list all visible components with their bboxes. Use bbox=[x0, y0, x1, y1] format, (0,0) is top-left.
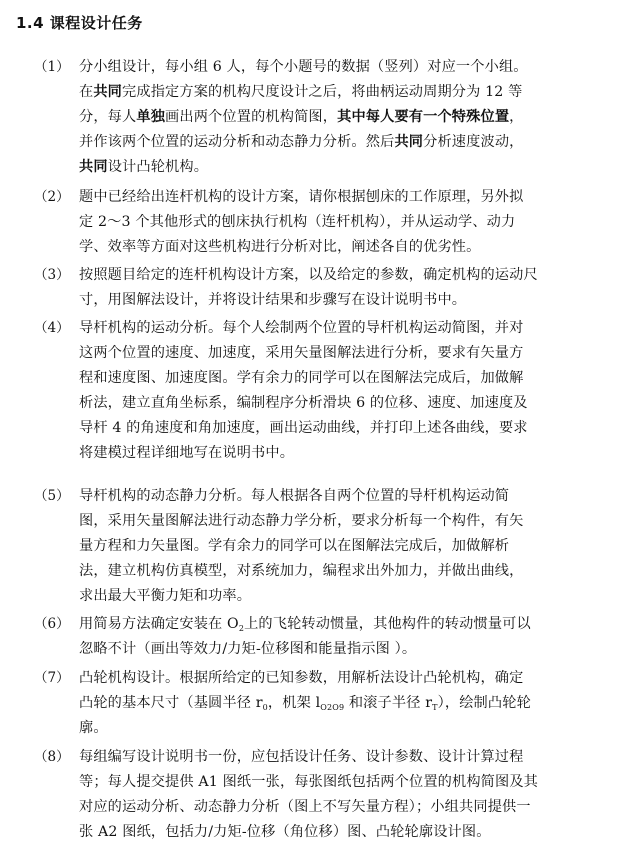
text-run: 并作该两个位置的运动分析和动态静力分析。然后 bbox=[79, 134, 395, 150]
task-item-number: （3） bbox=[34, 267, 70, 283]
text-line bbox=[79, 316, 629, 341]
text-run: 用简易方法确定安装在 O bbox=[79, 616, 239, 632]
subscript: T bbox=[432, 703, 438, 712]
text-line bbox=[79, 637, 629, 662]
text-line bbox=[79, 80, 629, 105]
text-run: 完成指定方案的机构尺度设计之后，将曲柄运动周期分为 12 等 bbox=[122, 84, 523, 100]
text-line bbox=[79, 716, 629, 741]
task-item-body bbox=[79, 745, 629, 845]
text-run: 这两个位置的速度、加速度，采用矢量图解法进行分析，要求有矢量方 bbox=[79, 345, 524, 361]
text-run: 分小组设计，每小组 6 人，每个小题号的数据（竖列）对应一个小组。 bbox=[79, 59, 528, 75]
text-line bbox=[79, 130, 629, 155]
task-item-number: （5） bbox=[34, 488, 70, 504]
text-run: 在 bbox=[79, 84, 94, 100]
text-run: 图，采用矢量图解法进行动态静力学分析，要求分析每一个构件，有矢 bbox=[79, 513, 524, 529]
text-run: 程和速度图、加速度图。学有余力的同学可以在图解法完成后，加做解 bbox=[79, 370, 524, 386]
text-run: 将建模过程详细地写在说明书中。 bbox=[79, 445, 295, 461]
task-item-body bbox=[79, 666, 629, 741]
text-line bbox=[79, 584, 629, 609]
text-run: 导杆机构的动态静力分析。每人根据各自两个位置的导杆机构运动简 bbox=[79, 488, 510, 504]
text-line bbox=[79, 559, 629, 584]
text-line bbox=[79, 263, 629, 288]
text-run: 张 A2 图纸，包括力/力矩-位移（角位移）图、凸轮轮廓设计图。 bbox=[79, 824, 491, 840]
task-item-number: （1） bbox=[34, 59, 70, 75]
text-run: 题中已经给出连杆机构的设计方案，请你根据刨床的工作原理，另外拟 bbox=[79, 189, 524, 205]
text-run: 导杆机构的运动分析。每个人绘制两个位置的导杆机构运动简图，并对 bbox=[79, 320, 524, 336]
text-run: 画出两个位置的机构简图， bbox=[165, 109, 338, 125]
text-run: 量方程和力矢量图。学有余力的同学可以在图解法完成后，加做解析 bbox=[79, 538, 510, 554]
section-title: 1.4 课程设计任务 bbox=[16, 14, 143, 32]
text-line bbox=[79, 391, 629, 416]
text-line bbox=[79, 691, 629, 716]
text-run: ， bbox=[509, 109, 524, 125]
text-run: 析法，建立直角坐标系，编制程序分析滑块 6 的位移、速度、加速度及 bbox=[79, 395, 528, 411]
task-item-body bbox=[79, 484, 629, 609]
text-line bbox=[79, 416, 629, 441]
text-line bbox=[79, 341, 629, 366]
text-line bbox=[79, 55, 629, 80]
task-item-body bbox=[79, 316, 629, 466]
text-line bbox=[79, 770, 629, 795]
text-run: ，机架 l bbox=[267, 695, 321, 711]
task-item-number: （4） bbox=[34, 320, 70, 336]
text-line bbox=[79, 288, 629, 313]
task-item-body bbox=[79, 612, 629, 662]
text-line bbox=[79, 484, 629, 509]
emphasis-text: 单独 bbox=[136, 109, 166, 125]
text-run: 寸，用图解法设计，并将设计结果和步骤写在设计说明书中。 bbox=[79, 292, 467, 308]
emphasis-text: 共同 bbox=[79, 159, 108, 175]
subscript: 2 bbox=[238, 624, 245, 633]
text-run: 定 2～3 个其他形式的刨床执行机构（连杆机构），并从运动学、动力 bbox=[79, 214, 516, 230]
text-run: 凸轮的基本尺寸（基圆半径 r bbox=[79, 695, 263, 711]
text-run: ），绘制凸轮轮 bbox=[437, 695, 531, 711]
task-item-body bbox=[79, 55, 629, 180]
text-run: 法，建立机构仿真模型，对系统加力，编程求出外加力，并做出曲线， bbox=[79, 563, 524, 579]
emphasis-text: 其中每人要有一个特殊位置 bbox=[337, 109, 510, 125]
subscript: 0 bbox=[262, 703, 268, 712]
emphasis-text: 共同 bbox=[93, 84, 123, 100]
text-line bbox=[79, 210, 629, 235]
text-line bbox=[79, 366, 629, 391]
text-line bbox=[79, 666, 629, 691]
text-run: 导杆 4 的角速度和角加速度，画出运动曲线，并打印上述各曲线，要求 bbox=[79, 420, 528, 436]
text-line bbox=[79, 155, 629, 180]
text-line bbox=[79, 509, 629, 534]
text-line bbox=[79, 235, 629, 260]
task-item-number: （8） bbox=[34, 749, 70, 765]
emphasis-text: 共同 bbox=[394, 134, 424, 150]
task-item-number: （2） bbox=[34, 189, 70, 205]
text-run: 按照题目给定的连杆机构设计方案，以及给定的参数，确定机构的运动尺 bbox=[79, 267, 538, 283]
subscript: O2O9 bbox=[320, 703, 345, 712]
text-run: 设计凸轮机构。 bbox=[107, 159, 209, 175]
text-run: 分析速度波动， bbox=[423, 134, 524, 150]
text-line bbox=[79, 185, 629, 210]
task-item-number: （7） bbox=[34, 670, 70, 686]
text-run: 廓。 bbox=[79, 720, 108, 736]
task-item-body bbox=[79, 263, 629, 313]
task-item-number: （6） bbox=[34, 616, 70, 632]
text-line bbox=[79, 795, 629, 820]
text-run: 等；每人提交提供 A1 图纸一张，每张图纸包括两个位置的机构简图及其 bbox=[79, 774, 539, 790]
text-run: 对应的运动分析、动态静力分析（图上不写矢量方程）；小组共同提供一 bbox=[79, 799, 531, 815]
text-line bbox=[79, 105, 629, 130]
task-item-body bbox=[79, 185, 629, 260]
text-run: 和滚子半径 r bbox=[344, 695, 433, 711]
text-run: 学、效率等方面对这些机构进行分析对比，阐述各自的优劣性。 bbox=[79, 239, 481, 255]
text-line bbox=[79, 612, 629, 637]
text-run: 忽略不计（画出等效力/力矩-位移图和能量指示图 ）。 bbox=[79, 641, 417, 657]
text-run: 每组编写设计说明书一份，应包括设计任务、设计参数、设计计算过程 bbox=[79, 749, 524, 765]
text-run: 求出最大平衡力矩和功率。 bbox=[79, 588, 252, 604]
text-run: 分，每人 bbox=[79, 109, 137, 125]
text-line bbox=[79, 441, 629, 466]
text-run: 凸轮机构设计。根据所给定的已知参数，用解析法设计凸轮机构，确定 bbox=[79, 670, 524, 686]
text-line bbox=[79, 745, 629, 770]
text-line bbox=[79, 820, 629, 845]
text-line bbox=[79, 534, 629, 559]
text-run: 上的飞轮转动惯量，其他构件的转动惯量可以 bbox=[244, 616, 531, 632]
